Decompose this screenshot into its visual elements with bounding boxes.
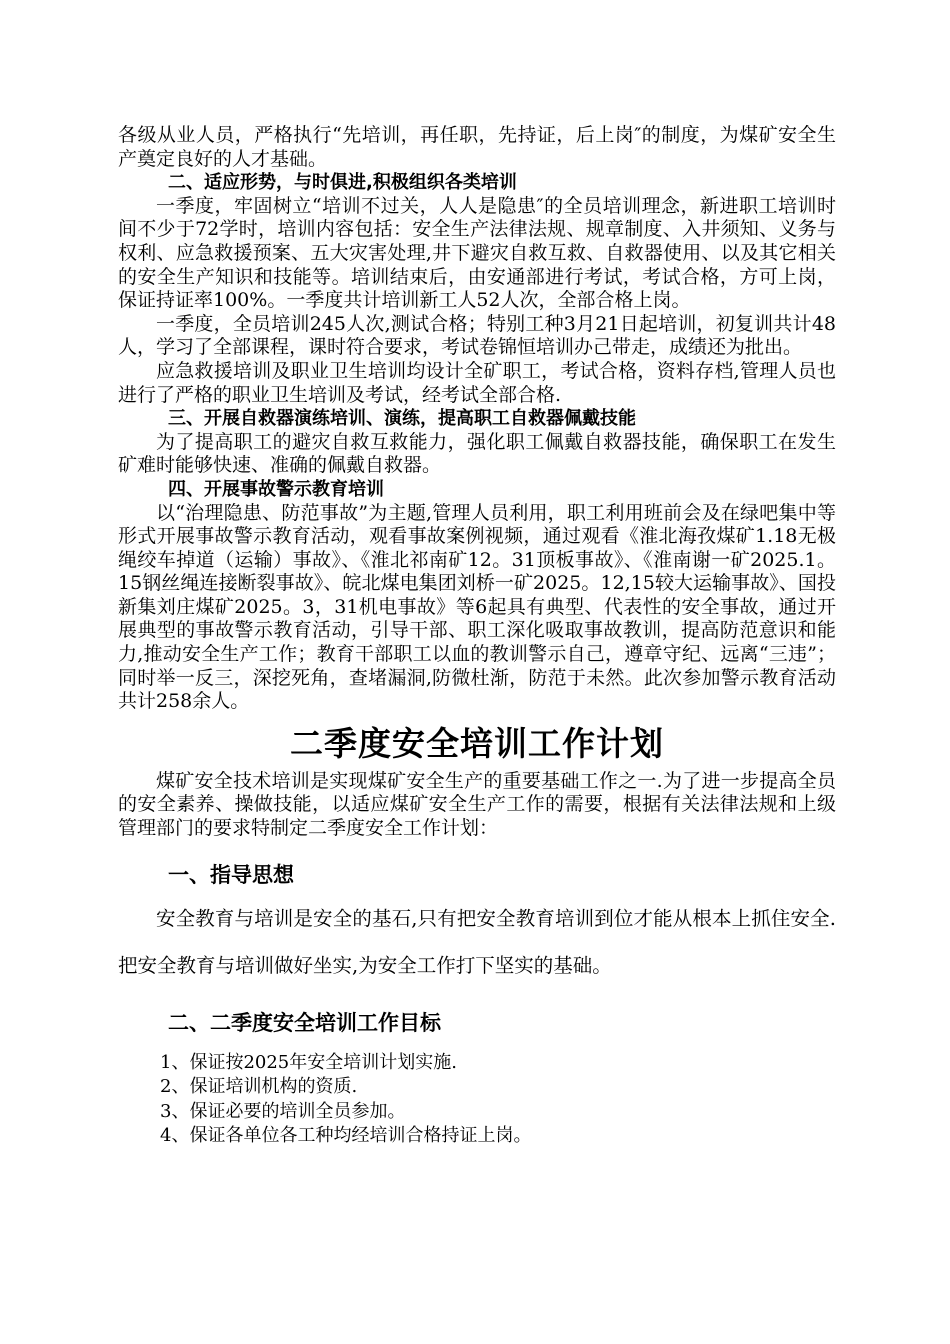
heading-training-types: 二、适应形势，与时俱进,积极组织各类培训 <box>168 172 517 194</box>
list-item: 2、保证培训机构的资质. <box>160 1076 358 1098</box>
section-guiding-ideology: 一、指导思想 <box>168 862 294 887</box>
document-page <box>118 124 836 1149</box>
paragraph-accident-warning: 以“治理隐患、防范事故”为主题,管理人员利用，职工利用班前会及在绿吧集中等形式开展事故警示教育活动，观看事故案例视频，通过观看《淮北海孜煤矿1.18无极绳绞车掉道（运输）事故》、《淮北祁南矿12。31顶板事故》、《淮南谢一矿2025.1。15钢丝绳连接断裂事故》、皖北煤电集团刘桥一矿2025。12,15较大运输事故》、国投新集刘庄煤矿2025。3，31机电事故》等6起具有典型、代表性的安全事故，通过开展典型的事故警示教育活动，引导干部、职工深化吸取事故教训，提高防范意识和能力,推动安全生产工作；教育干部职工以血的教训警示自己，遵章守纪、远离“三违”；同时举一反三，深挖死角，查堵漏洞,防微杜渐，防范于未然。此次参加警示教育活动共计258余人。 <box>118 501 836 713</box>
list-item: 1、保证按2025年安全培训计划实施. <box>160 1051 457 1073</box>
heading-self-rescuer-drill: 三、开展自救器演练培训、演练，提高职工自救器佩戴技能 <box>168 408 636 430</box>
heading-accident-warning: 四、开展事故警示教育培训 <box>168 478 384 500</box>
paragraph-self-rescuer: 为了提高职工的避灾自救互救能力，强化职工佩戴自救器技能，确保职工在发生矿难时能够快速、准确的佩戴自救器。 <box>118 430 836 477</box>
paragraph-emergency-training: 应急救援培训及职业卫生培训均设计全矿职工，考试合格，资料存档,管理人员也进行了严格的职业卫生培训及考试，经考试全部合格. <box>118 359 836 406</box>
paragraph-new-worker-training: 一季度，牢固树立“培训不过关，人人是隐患″的全员培训理念，新进职工培训时间不少于72学时，培训内容包括：安全生产法律法规、规章制度、入井须知、义务与权利、应急救援预案、五大灾害处理,井下避灾自救互救、自救器使用、以及其它相关的安全生产知识和技能等。培训结束后，由安通部进行考试，考试合格，方可上岗，保证持证率100%。一季度共计培训新工人52人次，全部合格上岗。 <box>118 194 836 312</box>
list-item: 3、保证必要的培训全员参加。 <box>160 1100 406 1122</box>
section-training-goals: 二、二季度安全培训工作目标 <box>168 1010 441 1035</box>
paragraph-guiding-ideology: 安全教育与培训是安全的基石,只有把安全教育培训到位才能从根本上抓住安全.把安全教育与培训做好坐实,为安全工作打下坚实的基础。 <box>118 906 836 977</box>
paragraph-plan-intro: 煤矿安全技术培训是实现煤矿安全生产的重要基础工作之一.为了进一步提高全员的安全素养、操做技能，以适应煤矿安全生产工作的需要，根据有关法律法规和上级管理部门的要求特制定二季度安全工作计划： <box>118 769 836 840</box>
goals-list <box>118 1051 836 1149</box>
plan-title: 二季度安全培训工作计划 <box>290 723 664 763</box>
paragraph-all-staff-training: 一季度，全员培训245人次,测试合格；特别工种3月21日起培训，初复训共计48人，学习了全部课程，课时符合要求，考试卷锦恒培训办己带走，成绩还为批出。 <box>118 312 836 359</box>
list-item: 4、保证各单位各工种均经培训合格持证上岗。 <box>160 1125 532 1147</box>
intro-paragraph-end: 各级从业人员，严格执行“先培训，再任职，先持证，后上岗″的制度，为煤矿安全生产奠定良好的人才基础。 <box>118 124 836 170</box>
